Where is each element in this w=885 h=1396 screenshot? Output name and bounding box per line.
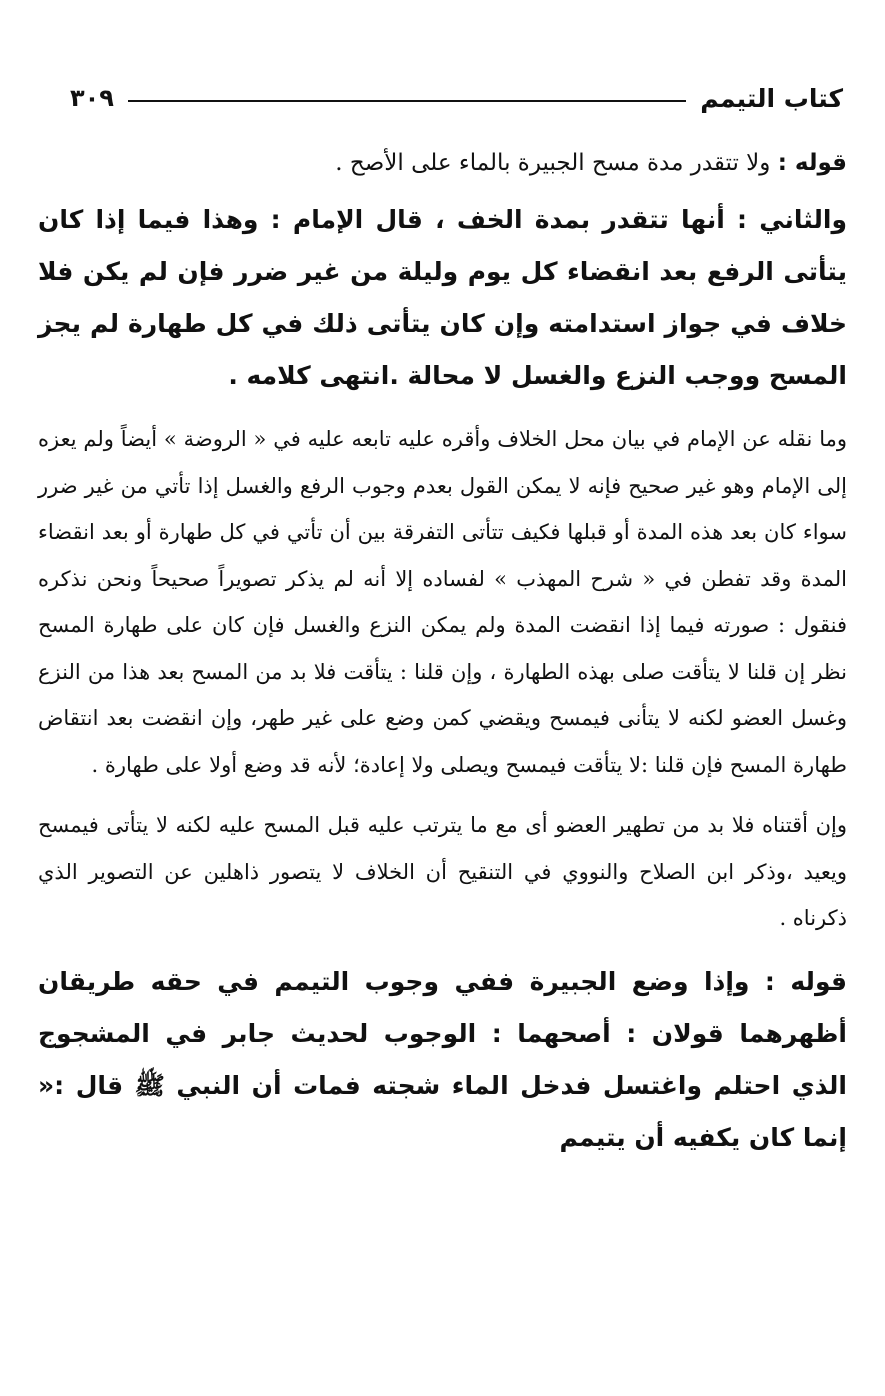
paragraph-5: قوله : وإذا وضع الجبيرة ففي وجوب التيمم في حقه طريقان أظهرهما قولان : أصحهما : الوجوب لحديث جابر في المشجوج الذي احتلم واغتسل فدخل الماء شجته فمات أن النبي ﷺ قال :« إنما كان يكفيه أن يتيمم xyxy=(38,966,847,1152)
spacer xyxy=(38,788,847,802)
spacer xyxy=(38,402,847,416)
page-number: ٣٠٩ xyxy=(70,84,114,112)
running-header xyxy=(70,78,843,118)
paragraph-1 xyxy=(38,138,847,188)
page-body xyxy=(38,138,847,1164)
spacer xyxy=(38,942,847,956)
paragraph-3: وما نقله عن الإمام في بيان محل الخلاف وأقره عليه تابعه عليه في « الروضة » أيضاً ولم يعزه إلى الإمام وهو غير صحيح فإنه لا يمكن القول بعدم وجوب الرفع والغسل إذا تأتي من غير ضرر سواء كان بعد هذه المدة أو قبلها فكيف تتأتى التفرقة بين أن تأتي في كل طهارة أو بعد انقضاء المدة وقد تفطن في « شرح المهذب » لفساده إلا أنه لم يذكر تصويراً صحيحاً ونحن نذكره فنقول : صورته فيما إذا انقضت المدة ولم يمكن النزع والغسل فإن كان على طهارة المسح نظر إن قلنا لا يتأقت صلى بهذه الطهارة ، وإن قلنا : يتأقت فلا بد من المسح بعد هذا من النزع وغسل العضو لكنه لا يتأنى فيمسح ويقضي كمن وضع على غير طهر، وإن انقضت بعد انتقاض طهارة المسح فإن قلنا :لا يتأقت فيمسح ويصلى ولا إعادة؛ لأنه قد وضع أولا على طهارة . xyxy=(38,427,847,777)
chapter-title: كتاب التيمم xyxy=(700,83,843,113)
paragraph-4: وإن أقتناه فلا بد من تطهير العضو أى مع ما يترتب عليه قبل المسح عليه لكنه لا يتأتى فيمسح ويعيد ،وذكر ابن الصلاح والنووي في التنقيح أن الخلاف لا يتصور ذاهلين عن التصوير الذي ذكرناه . xyxy=(38,813,847,930)
header-rule xyxy=(128,100,686,102)
paragraph-1-text: ولا تتقدر مدة مسح الجبيرة بالماء على الأصح . xyxy=(335,150,771,176)
paragraph-1-lead: قوله : xyxy=(777,150,847,176)
paragraph-2: والثاني : أنها تتقدر بمدة الخف ، قال الإمام : وهذا فيما إذا كان يتأتى الرفع بعد انقضاء كل يوم وليلة من غير ضرر فإن لم يكن فلا خلاف في جواز استدامته وإن كان يتأتى ذلك في كل طهارة لم يجز المسح ووجب النزع والغسل لا محالة .انتهى كلامه . xyxy=(38,205,847,390)
